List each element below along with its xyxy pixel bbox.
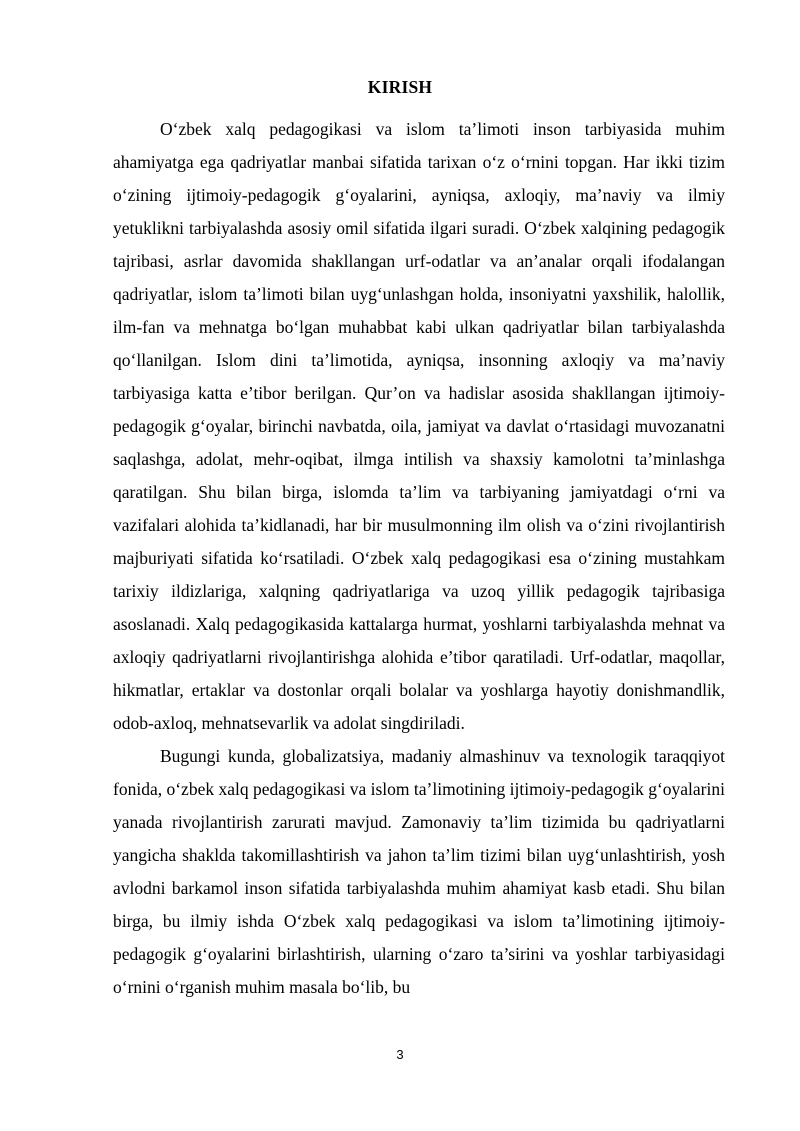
- paragraph-2: Bugungi kunda, globalizatsiya, madaniy almashinuv va texnologik taraqqiyot fonida, o‘zbek xalq pedagogikasi va islom ta’limotining ijtimoiy-pedagogik g‘oyalarini yanada rivojlantirish zarurati mavjud. Zamonaviy ta’lim tizimida bu qadriyatlarni yangicha shaklda takomillashtirish va jahon ta’lim tizimi bilan uyg‘unlashtirish, yosh avlodni barkamol inson sifatida tarbiyalashda muhim ahamiyat kasb etadi. Shu bilan birga, bu ilmiy ishda O‘zbek xalq pedagogikasi va islom ta’limotining ijtimoiy-pedagogik g‘oyalarini birlashtirish, ularning o‘zaro ta’sirini va yoshlar tarbiyasidagi o‘rnini o‘rganish muhim masala bo‘lib, bu: [113, 746, 725, 997]
- body-text: [113, 113, 725, 1004]
- paragraph-1: O‘zbek xalq pedagogikasi va islom ta’limoti inson tarbiyasida muhim ahamiyatga ega qadriyatlar manbai sifatida tarixan o‘z o‘rnini topgan. Har ikki tizim o‘zining ijtimoiy-pedagogik g‘oyalarini, ayniqsa, axloqiy, ma’naviy va ilmiy yetuklikni tarbiyalashda asosiy omil sifatida ilgari suradi. O‘zbek xalqining pedagogik tajribasi, asrlar davomida shakllangan urf-odatlar va an’analar orqali ifodalangan qadriyatlar, islom ta’limoti bilan uyg‘unlashgan holda, insoniyatni yaxshilik, halollik, ilm-fan va mehnatga bo‘lgan muhabbat kabi ulkan qadriyatlar bilan tarbiyalashda qo‘llanilgan. Islom dini ta’limotida, ayniqsa, insonning axloqiy va ma’naviy tarbiyasiga katta e’tibor berilgan. Qur’on va hadislar asosida shakllangan ijtimoiy-pedagogik g‘oyalar, birinchi navbatda, oila, jamiyat va davlat o‘rtasidagi muvozanatni saqlashga, adolat, mehr-oqibat, ilmga intilish va shaxsiy kamolotni ta’minlashga qaratilgan. Shu bilan birga, islomda ta’lim va tarbiyaning jamiyatdagi o‘rni va vazifalari alohida ta’kidlanadi, har bir musulmonning ilm olish va o‘zini rivojlantirish majburiyati sifatida ko‘rsatiladi. O‘zbek xalq pedagogikasi esa o‘zining mustahkam tarixiy ildizlariga, xalqning qadriyatlariga va uzoq yillik pedagogik tajribasiga asoslanadi. Xalq pedagogikasida kattalarga hurmat, yoshlarni tarbiyalashda mehnat va axloqiy qadriyatlarni rivojlantirishga alohida e’tibor qaratiladi. Urf-odatlar, maqollar, hikmatlar, ertaklar va dostonlar orqali bolalar va yoshlarga hayotiy donishmandlik, odob-axloq, mehnatsevarlik va adolat singdiriladi.: [113, 119, 725, 733]
- section-title: KIRISH: [367, 77, 433, 97]
- page-number: 3: [396, 1047, 404, 1062]
